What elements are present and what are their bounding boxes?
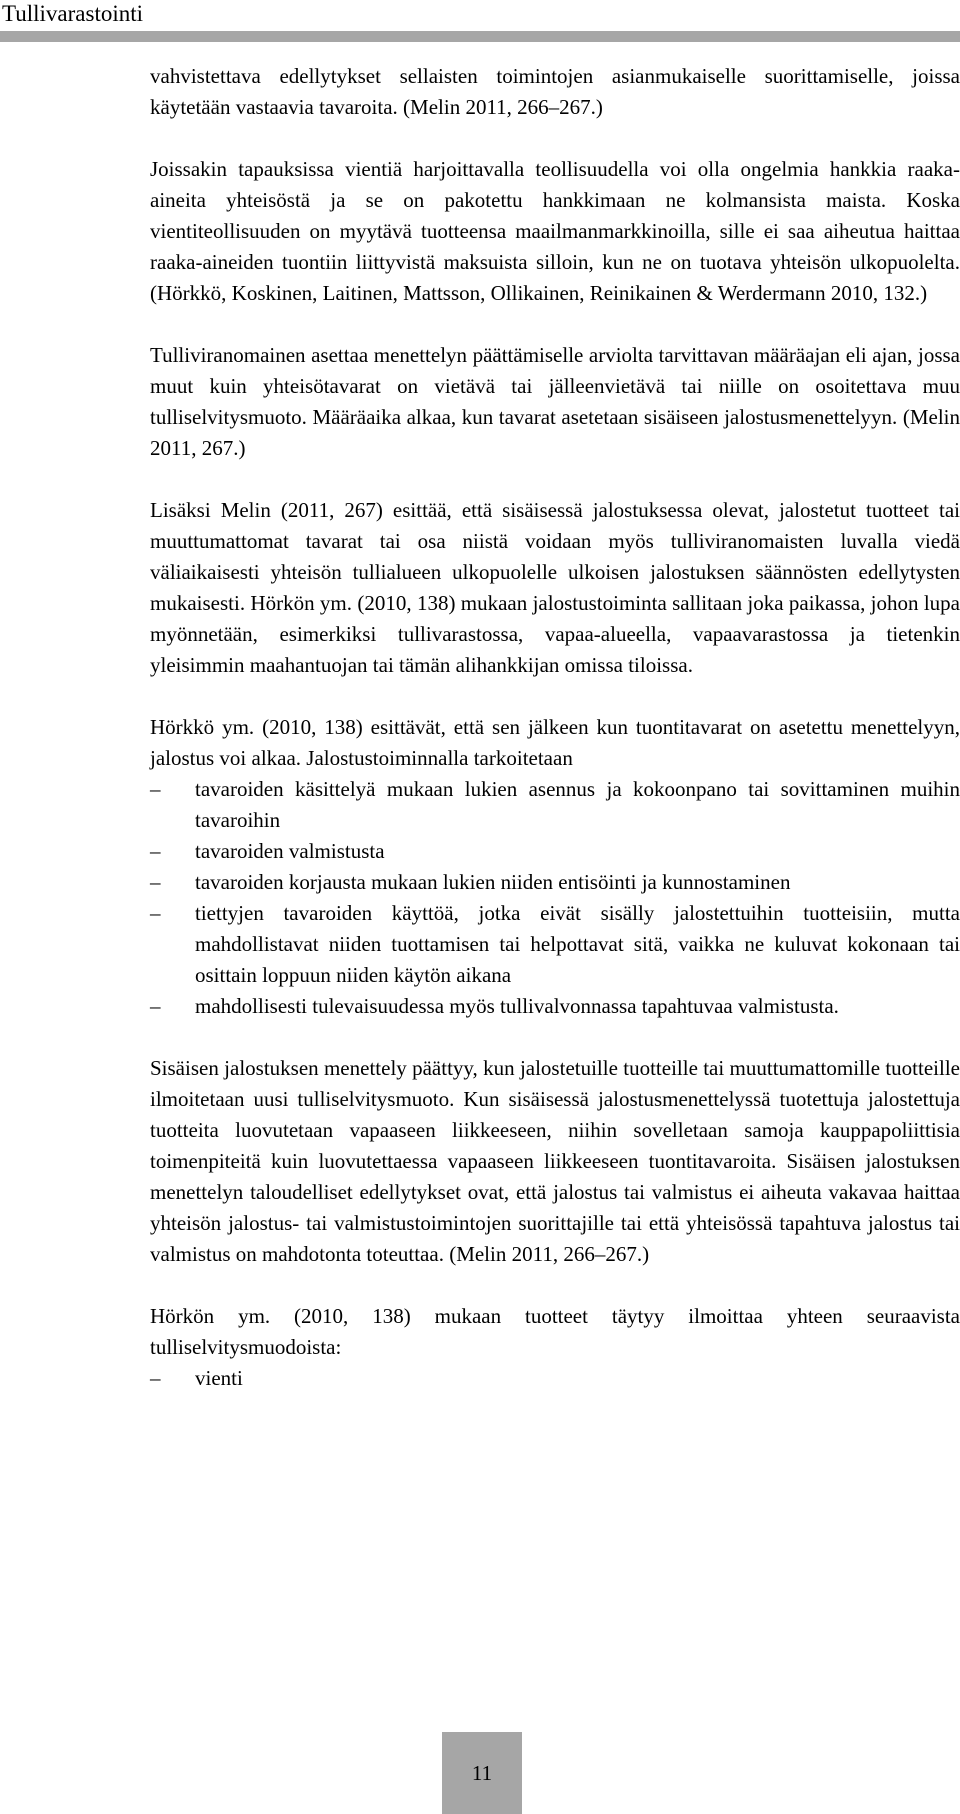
- paragraph: Lisäksi Melin (2011, 267) esittää, että sisäisessä jalostuksessa olevat, jalostetut tuotteet tai muuttumattomat tavarat tai osa niistä voidaan myös tulliviranomaisten luvalla viedä väliaikaisesti yhteisön tullialueen ulkopuolelle ulkoisen jalostuksen säännösten edellytysten mukaisesti. Hörkön ym. (2010, 138) mukaan jalostustoiminta sallitaan joka paikassa, johon lupa myönnetään, esimerkiksi tullivarastossa, vapaa-alueella, vapaavarastossa ja tietenkin yleisimmin maahantuojan tai tämän alihankkijan omissa tiloissa.: [150, 498, 960, 677]
- header-rule: [0, 31, 960, 42]
- paragraph: Sisäisen jalostuksen menettely päättyy, kun jalostetuille tuotteille tai muuttumattomille tuotteille ilmoitetaan uusi tulliselvitysmuoto. Kun sisäisessä jalostusmenettelyssä tuotettuja jalostettuja tuotteita luovutetaan vapaaseen liikkeeseen, niihin sovelletaan samoja kauppapoliittisia toimenpiteitä kuin luovutettaessa vapaaseen liikkeeseen tuontitavaroita. Sisäisen jalostuksen menettelyn taloudelliset edellytykset ovat, että jalostus tai valmistus ei aiheuta vakavaa haittaa yhteisön jalostus- tai valmistustoimintojen suorittajille tai että yhteisössä tapahtuva jalostus tai valmistus on mahdotonta toteuttaa. (Melin 2011, 266–267.): [150, 1056, 960, 1266]
- paragraph: Tulliviranomainen asettaa menettelyn päättämiselle arviolta tarvittavan määräajan eli ajan, jossa muut kuin yhteisötavarat on vietävä tai jälleenvietävä tai niille on osoitettava muu tulliselvitysmuoto. Määräaika alkaa, kun tavarat asetetaan sisäiseen jalostusmenettelyyn. (Melin 2011, 267.): [150, 343, 960, 460]
- list-item-text: tavaroiden korjausta mukaan lukien niiden entisöinti ja kunnostaminen: [195, 870, 791, 894]
- customs-procedures-list: [150, 1363, 960, 1394]
- dash-bullet: –: [150, 994, 161, 1018]
- list-item-text: vienti: [195, 1366, 243, 1390]
- dash-bullet: –: [150, 777, 161, 801]
- processing-activities-list: [150, 774, 960, 1022]
- paragraph: Joissakin tapauksissa vientiä harjoittavalla teollisuudella voi olla ongelmia hankkia raaka-aineita yhteisöstä ja se on pakotettu hankkimaan ne kolmansista maista. Koska vientiteollisuuden on myytävä tuotteensa maailmanmarkkinoilla, sille ei saa aiheutua haittaa raaka-aineiden tuontiin liittyvistä maksuista silloin, kun ne on tuotava yhteisön ulkopuolelta. (Hörkkö, Koskinen, Laitinen, Mattsson, Ollikainen, Reinikainen & Werdermann 2010, 132.): [150, 157, 960, 305]
- list-item-text: mahdollisesti tulevaisuudessa myös tullivalvonnassa tapahtuvaa valmistusta.: [195, 994, 839, 1018]
- dash-bullet: –: [150, 1366, 161, 1390]
- list-item: [150, 867, 960, 898]
- list-item-text: tavaroiden valmistusta: [195, 839, 385, 863]
- running-header-title: Tullivarastointi: [2, 1, 143, 26]
- paragraph: vahvistettava edellytykset sellaisten toimintojen asianmukaiselle suorittamiselle, joissa käytetään vastaavia tavaroita. (Melin 2011, 266–267.): [150, 64, 960, 119]
- dash-bullet: –: [150, 901, 161, 925]
- list-item: [150, 898, 960, 991]
- dash-bullet: –: [150, 839, 161, 863]
- list-item-text: tavaroiden käsittelyä mukaan lukien asennus ja kokoonpano tai sovittaminen muihin tavaroihin: [195, 777, 960, 832]
- page-number: 11: [442, 1732, 522, 1814]
- list-item: [150, 774, 960, 836]
- body-text: [150, 61, 960, 1394]
- paragraph: Hörkön ym. (2010, 138) mukaan tuotteet täytyy ilmoittaa yhteen seuraavista tulliselvitysmuodoista:: [150, 1304, 960, 1359]
- list-item: [150, 1363, 960, 1394]
- list-item: [150, 991, 960, 1022]
- list-item-text: tiettyjen tavaroiden käyttöä, jotka eivät sisälly jalostettuihin tuotteisiin, mutta mahdollistavat niiden tuottamisen tai helpottavat sitä, vaikka ne kuluvat kokonaan tai osittain loppuun niiden käytön aikana: [195, 901, 960, 987]
- paragraph: Hörkkö ym. (2010, 138) esittävät, että sen jälkeen kun tuontitavarat on asetettu menettelyyn, jalostus voi alkaa. Jalostustoiminnalla tarkoitetaan: [150, 715, 960, 770]
- list-item: [150, 836, 960, 867]
- dash-bullet: –: [150, 870, 161, 894]
